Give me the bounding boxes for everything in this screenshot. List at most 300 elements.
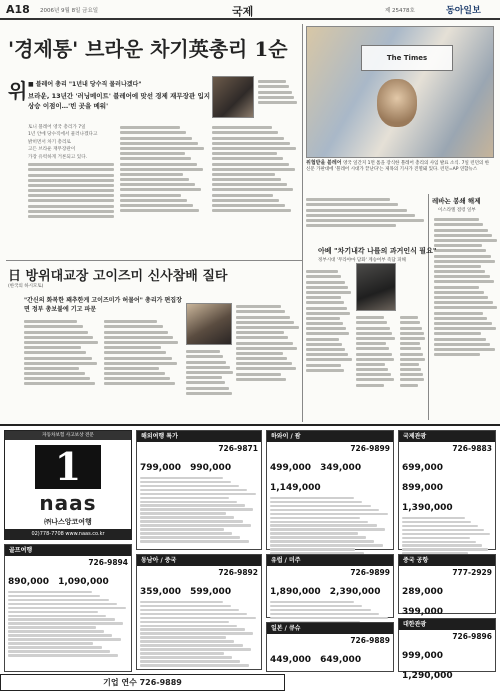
- ribbon-sub: 이스라엘 점령 일부: [438, 208, 476, 213]
- naas-number: 1: [35, 445, 101, 489]
- text-line: [24, 336, 93, 339]
- ad-title: 골프여행: [5, 545, 131, 556]
- apology-kicker: "간신의 화복한 꽤추한게 고이즈미가 허물어" 총리가 편집장면 정부 총보불에 기고 파문: [24, 297, 182, 313]
- text-line: [140, 504, 245, 506]
- lead-body-line: 가장 유력하게 거론되고 있다.: [28, 154, 88, 160]
- text-line: [24, 351, 86, 354]
- text-line: [434, 332, 481, 335]
- text-line: [186, 381, 225, 384]
- text-line: [140, 601, 223, 603]
- text-line: [8, 618, 115, 620]
- lead-continuation: [306, 196, 426, 242]
- photo-caption: [306, 160, 494, 173]
- text-line: [140, 508, 253, 510]
- text-line: [270, 501, 362, 503]
- text-line: [28, 199, 114, 202]
- text-line: [140, 497, 229, 499]
- ad-price: 289,000: [402, 587, 443, 597]
- travel-ad[interactable]: [266, 622, 394, 672]
- text-line: [270, 617, 388, 619]
- travel-ad[interactable]: [136, 430, 262, 550]
- text-line: [356, 353, 392, 356]
- text-line: [402, 517, 465, 519]
- text-line: [104, 325, 163, 328]
- text-line: [236, 373, 281, 376]
- ad-price: 990,000: [190, 463, 232, 473]
- text-line: [28, 205, 114, 208]
- lead-body-column: [212, 124, 298, 256]
- text-line: [270, 524, 377, 526]
- text-line: [8, 634, 112, 636]
- text-line: [8, 599, 109, 601]
- text-line: [120, 152, 185, 155]
- text-line: [140, 512, 226, 514]
- text-line: [434, 229, 488, 232]
- text-line: [104, 372, 165, 375]
- text-line: [236, 357, 287, 360]
- text-line: [356, 358, 394, 361]
- text-line: [270, 544, 383, 546]
- text-line: [434, 291, 484, 294]
- text-line: [356, 378, 394, 381]
- text-line: [356, 384, 384, 387]
- text-line: [400, 373, 423, 376]
- text-line: [104, 382, 175, 385]
- education-ad-banner[interactable]: 기업 연수 726-9889: [0, 674, 285, 691]
- section-title: 국제: [232, 5, 254, 18]
- ad-body: [140, 579, 258, 666]
- naas-strip: 자동차보험 사고보상 전문: [5, 431, 131, 440]
- text-line: [400, 347, 421, 350]
- caption-text: 영국 일간지 1면 톱을 장식한 블레어 총리의 사임 발표 소식. 7일 런던의 한 신문 가판대에 '블레어 시대가 끝난다'는 제목의 기사가 진열돼 있다. 런던=AP 연합뉴스: [306, 161, 490, 172]
- lead-body-column: [258, 78, 298, 120]
- text-line: [140, 485, 239, 487]
- text-line: [258, 101, 297, 104]
- text-line: [236, 342, 293, 345]
- text-line: [104, 336, 173, 339]
- text-line: [270, 536, 366, 538]
- ad-price: 890,000: [8, 577, 49, 587]
- ad-price: 2,390,000: [329, 587, 381, 597]
- ad-price: 1,390,000: [402, 503, 453, 513]
- apology-body-column: [186, 348, 234, 420]
- lead-body-column: [120, 124, 206, 256]
- text-line: [186, 387, 229, 390]
- text-line: [402, 533, 490, 535]
- text-line: [120, 157, 191, 160]
- text-line: [400, 384, 418, 387]
- text-line: [104, 377, 170, 380]
- text-line: [186, 376, 222, 379]
- ad-body: [8, 569, 128, 668]
- text-line: [434, 312, 483, 315]
- text-line: [236, 305, 281, 308]
- text-line: [402, 529, 484, 531]
- text-line: [104, 367, 159, 370]
- text-line: [258, 91, 292, 94]
- travel-ad[interactable]: [4, 544, 132, 672]
- text-line: [104, 331, 168, 334]
- naas-ad[interactable]: [4, 430, 132, 540]
- text-line: [120, 183, 195, 186]
- text-line: [400, 358, 425, 361]
- text-line: [306, 312, 350, 315]
- text-line: [270, 601, 354, 603]
- text-line: [434, 343, 490, 346]
- ad-lines: [140, 601, 258, 667]
- text-line: [28, 168, 114, 171]
- text-line: [402, 525, 478, 527]
- lead-headline: '경제통' 브라운 차기英총리 1순위: [8, 37, 288, 103]
- caption-title: 위협받을 블레어: [306, 160, 342, 166]
- ad-price: 499,000: [270, 463, 311, 473]
- text-line: [270, 528, 385, 530]
- text-line: [270, 509, 379, 511]
- ad-body: [270, 455, 390, 546]
- ad-phone: 726-9892: [218, 568, 258, 577]
- text-line: [24, 346, 81, 349]
- ad-lines: [8, 591, 128, 657]
- text-line: [140, 536, 240, 538]
- text-line: [306, 322, 343, 325]
- text-line: [270, 613, 379, 615]
- text-line: [8, 646, 102, 648]
- text-line: [28, 184, 114, 187]
- text-line: [270, 548, 355, 550]
- text-line: [356, 321, 387, 324]
- text-line: [212, 194, 273, 197]
- naas-company: ㈜나스앙코여행: [44, 518, 92, 526]
- text-line: [270, 540, 374, 542]
- travel-ad[interactable]: [136, 554, 262, 670]
- ad-price: 1,290,000: [402, 671, 453, 681]
- ad-price: 799,000: [140, 463, 181, 473]
- text-line: [28, 179, 114, 182]
- text-line: [236, 336, 288, 339]
- text-line: [434, 296, 488, 299]
- text-line: [402, 521, 471, 523]
- text-line: [434, 348, 495, 351]
- text-line: [402, 544, 482, 546]
- text-line: [306, 327, 346, 330]
- text-line: [212, 157, 283, 160]
- text-line: [28, 189, 114, 192]
- text-line: [140, 605, 231, 607]
- text-line: [140, 660, 240, 662]
- text-line: [270, 532, 358, 534]
- text-line: [8, 591, 92, 593]
- text-line: [140, 644, 243, 646]
- ad-lines: [270, 497, 390, 563]
- text-line: [306, 353, 348, 356]
- text-line: [28, 194, 114, 197]
- text-line: [270, 513, 388, 515]
- ad-price: 899,000: [402, 483, 443, 493]
- text-line: [186, 366, 230, 369]
- travel-ad[interactable]: [398, 618, 496, 681]
- text-line: [400, 353, 423, 356]
- ad-body: [140, 455, 258, 546]
- text-line: [212, 183, 287, 186]
- text-line: [8, 615, 106, 617]
- text-line: [140, 640, 234, 642]
- ad-title: 중국 공항: [399, 555, 495, 566]
- text-line: [140, 625, 237, 627]
- text-line: [212, 199, 279, 202]
- text-line: [140, 481, 231, 483]
- text-line: [28, 210, 114, 213]
- text-line: [434, 338, 486, 341]
- ad-price: 1,149,000: [270, 483, 321, 493]
- text-line: [140, 477, 223, 479]
- text-line: [434, 322, 492, 325]
- text-line: [140, 617, 256, 619]
- text-line: [356, 347, 389, 350]
- text-line: [434, 280, 494, 283]
- text-line: [434, 223, 483, 226]
- text-line: [306, 203, 398, 206]
- text-line: [402, 548, 488, 550]
- photo-nameplate: The Times: [361, 45, 453, 71]
- lead-body-line: 토니 블레어 영국 총리가 7일: [28, 125, 86, 130]
- text-line: [120, 194, 181, 197]
- text-line: [24, 382, 95, 385]
- text-line: [24, 377, 90, 380]
- text-line: [212, 163, 289, 166]
- text-line: [140, 501, 237, 503]
- text-line: [434, 265, 481, 268]
- travel-ad[interactable]: [398, 554, 496, 617]
- text-line: [120, 204, 193, 207]
- abe-sub: 정부시대 '무라야마 담화' 계승여부 즉답 피해: [318, 258, 406, 263]
- text-line: [306, 219, 424, 222]
- text-line: [8, 611, 98, 613]
- ad-price: 359,000: [140, 587, 181, 597]
- text-line: [258, 85, 289, 88]
- brown-photo: [212, 76, 254, 118]
- text-line: [236, 352, 283, 355]
- ribbon-headline: 레바논 봉쇄 해제: [432, 197, 481, 205]
- ad-title: 하와이 / 괌: [267, 431, 393, 442]
- apology-sub: (한국의 하시모토): [8, 284, 44, 289]
- photo-face: [377, 79, 417, 127]
- text-line: [306, 209, 407, 212]
- text-line: [434, 353, 480, 356]
- text-line: [120, 199, 187, 202]
- ad-body: [270, 579, 390, 614]
- lead-subhead: 브라운, 13년간 '러닝메이트' 블레어에 맞선 경제 재무장관 입지 상승 이점이…'빈 곳을 메워': [28, 92, 211, 110]
- ad-phone: 726-9899: [350, 444, 390, 453]
- ad-price: 599,000: [190, 587, 232, 597]
- text-line: [212, 137, 284, 140]
- text-line: [356, 337, 395, 340]
- text-line: [306, 317, 340, 320]
- text-line: [212, 131, 278, 134]
- text-line: [120, 163, 197, 166]
- ad-title: 국제관광: [399, 431, 495, 442]
- text-line: [28, 163, 114, 166]
- abe-headline: 아베 "차기내각 나를의 과거인식 필요": [318, 247, 437, 255]
- newspaper-stand-photo: [306, 26, 494, 158]
- travel-ad[interactable]: [266, 430, 394, 550]
- naas-contact: 02)778-7708 www.naas.co.kr: [5, 529, 131, 539]
- text-line: [400, 316, 418, 319]
- text-line: [402, 537, 470, 539]
- ad-phone: 726-9896: [452, 632, 492, 641]
- ad-body: [402, 579, 492, 617]
- column-rule: [428, 194, 429, 420]
- ad-lines: [140, 477, 258, 543]
- text-line: [212, 142, 290, 145]
- text-line: [306, 307, 347, 310]
- ad-phone: 777-2929: [452, 568, 492, 577]
- text-line: [270, 505, 371, 507]
- text-line: [140, 648, 251, 650]
- text-line: [270, 609, 371, 611]
- lead-kicker: ■ 블레어 총리 "1년내 당수직 물러나겠다": [28, 81, 142, 88]
- abe-body-column: [400, 314, 426, 420]
- text-line: [140, 524, 251, 526]
- text-line: [24, 362, 97, 365]
- text-line: [186, 350, 220, 353]
- issue-number: 제 25478호: [385, 8, 415, 14]
- text-line: [8, 626, 96, 628]
- text-line: [236, 347, 297, 350]
- abe-body-column: [356, 314, 396, 420]
- text-line: [434, 275, 490, 278]
- ad-phone: 726-9894: [88, 558, 128, 567]
- text-line: [400, 363, 419, 366]
- ad-phone: 726-9883: [452, 444, 492, 453]
- apology-headline: 日 방위대교장 고이즈미 신사참배 질타: [8, 269, 228, 284]
- abe-body-column: [306, 268, 352, 420]
- text-line: [8, 607, 126, 609]
- text-line: [104, 320, 157, 323]
- text-line: [306, 343, 342, 346]
- text-line: [104, 346, 161, 349]
- text-line: [140, 493, 256, 495]
- ad-phone: 726-9871: [218, 444, 258, 453]
- ad-price: 649,000: [320, 655, 362, 665]
- text-line: [140, 540, 249, 542]
- lead-body-column: [28, 124, 114, 256]
- text-line: [434, 306, 497, 309]
- text-line: [258, 80, 286, 83]
- text-line: [356, 342, 386, 345]
- text-line: [140, 621, 229, 623]
- text-line: [8, 603, 117, 605]
- text-line: [140, 636, 226, 638]
- text-line: [270, 497, 354, 499]
- text-line: [400, 337, 425, 340]
- text-line: [306, 301, 344, 304]
- text-line: [434, 239, 497, 242]
- text-line: [28, 174, 114, 177]
- text-line: [140, 528, 224, 530]
- text-line: [434, 327, 496, 330]
- text-line: [236, 326, 299, 329]
- text-line: [212, 204, 285, 207]
- text-line: [306, 332, 349, 335]
- text-line: [212, 173, 275, 176]
- text-line: [306, 338, 339, 341]
- text-line: [270, 605, 362, 607]
- text-line: [258, 96, 294, 99]
- text-line: [140, 489, 247, 491]
- text-line: [306, 369, 344, 372]
- text-line: [434, 317, 487, 320]
- apology-body-column: [104, 318, 180, 420]
- text-line: [306, 275, 341, 278]
- text-line: [8, 642, 93, 644]
- ad-body: [270, 647, 390, 668]
- text-line: [356, 327, 390, 330]
- text-line: [306, 358, 352, 361]
- text-line: [434, 286, 479, 289]
- text-line: [236, 367, 296, 370]
- text-line: [236, 362, 292, 365]
- text-line: [186, 371, 233, 374]
- text-line: [306, 214, 415, 217]
- travel-ad[interactable]: [266, 554, 394, 618]
- text-line: [120, 137, 192, 140]
- text-line: [400, 327, 422, 330]
- text-line: [356, 316, 384, 319]
- text-line: [212, 168, 295, 171]
- text-line: [434, 270, 485, 273]
- text-line: [140, 532, 232, 534]
- text-line: [24, 320, 77, 323]
- text-line: [306, 291, 351, 294]
- text-line: [104, 362, 177, 365]
- column-rule: [302, 24, 303, 422]
- text-line: [434, 218, 479, 221]
- text-line: [120, 173, 183, 176]
- page-date: 2006년 9월 8일 금요일: [40, 8, 99, 14]
- text-line: [400, 332, 424, 335]
- text-line: [186, 361, 226, 364]
- text-line: [140, 628, 245, 630]
- text-line: [434, 234, 492, 237]
- text-line: [140, 609, 239, 611]
- text-line: [356, 373, 391, 376]
- text-line: [140, 516, 234, 518]
- text-line: [140, 656, 232, 658]
- text-line: [8, 630, 104, 632]
- abe-photo: [356, 263, 396, 311]
- masthead: [0, 0, 500, 20]
- text-line: [120, 142, 198, 145]
- text-line: [236, 316, 290, 319]
- text-line: [8, 595, 100, 597]
- ad-title: 해외여행 특가: [137, 431, 261, 442]
- page-number: A18: [6, 3, 30, 16]
- ad-price: 1,090,000: [58, 577, 109, 587]
- text-line: [306, 198, 390, 201]
- text-line: [120, 131, 186, 134]
- text-line: [356, 332, 392, 335]
- ad-price: 349,000: [320, 463, 362, 473]
- text-line: [140, 652, 224, 654]
- apology-body-column: [24, 318, 100, 420]
- travel-ad[interactable]: [398, 430, 496, 550]
- text-line: [24, 341, 98, 344]
- text-line: [402, 541, 476, 543]
- text-line: [400, 378, 424, 381]
- text-line: [120, 126, 180, 129]
- text-line: [212, 152, 277, 155]
- ad-body: [402, 455, 492, 546]
